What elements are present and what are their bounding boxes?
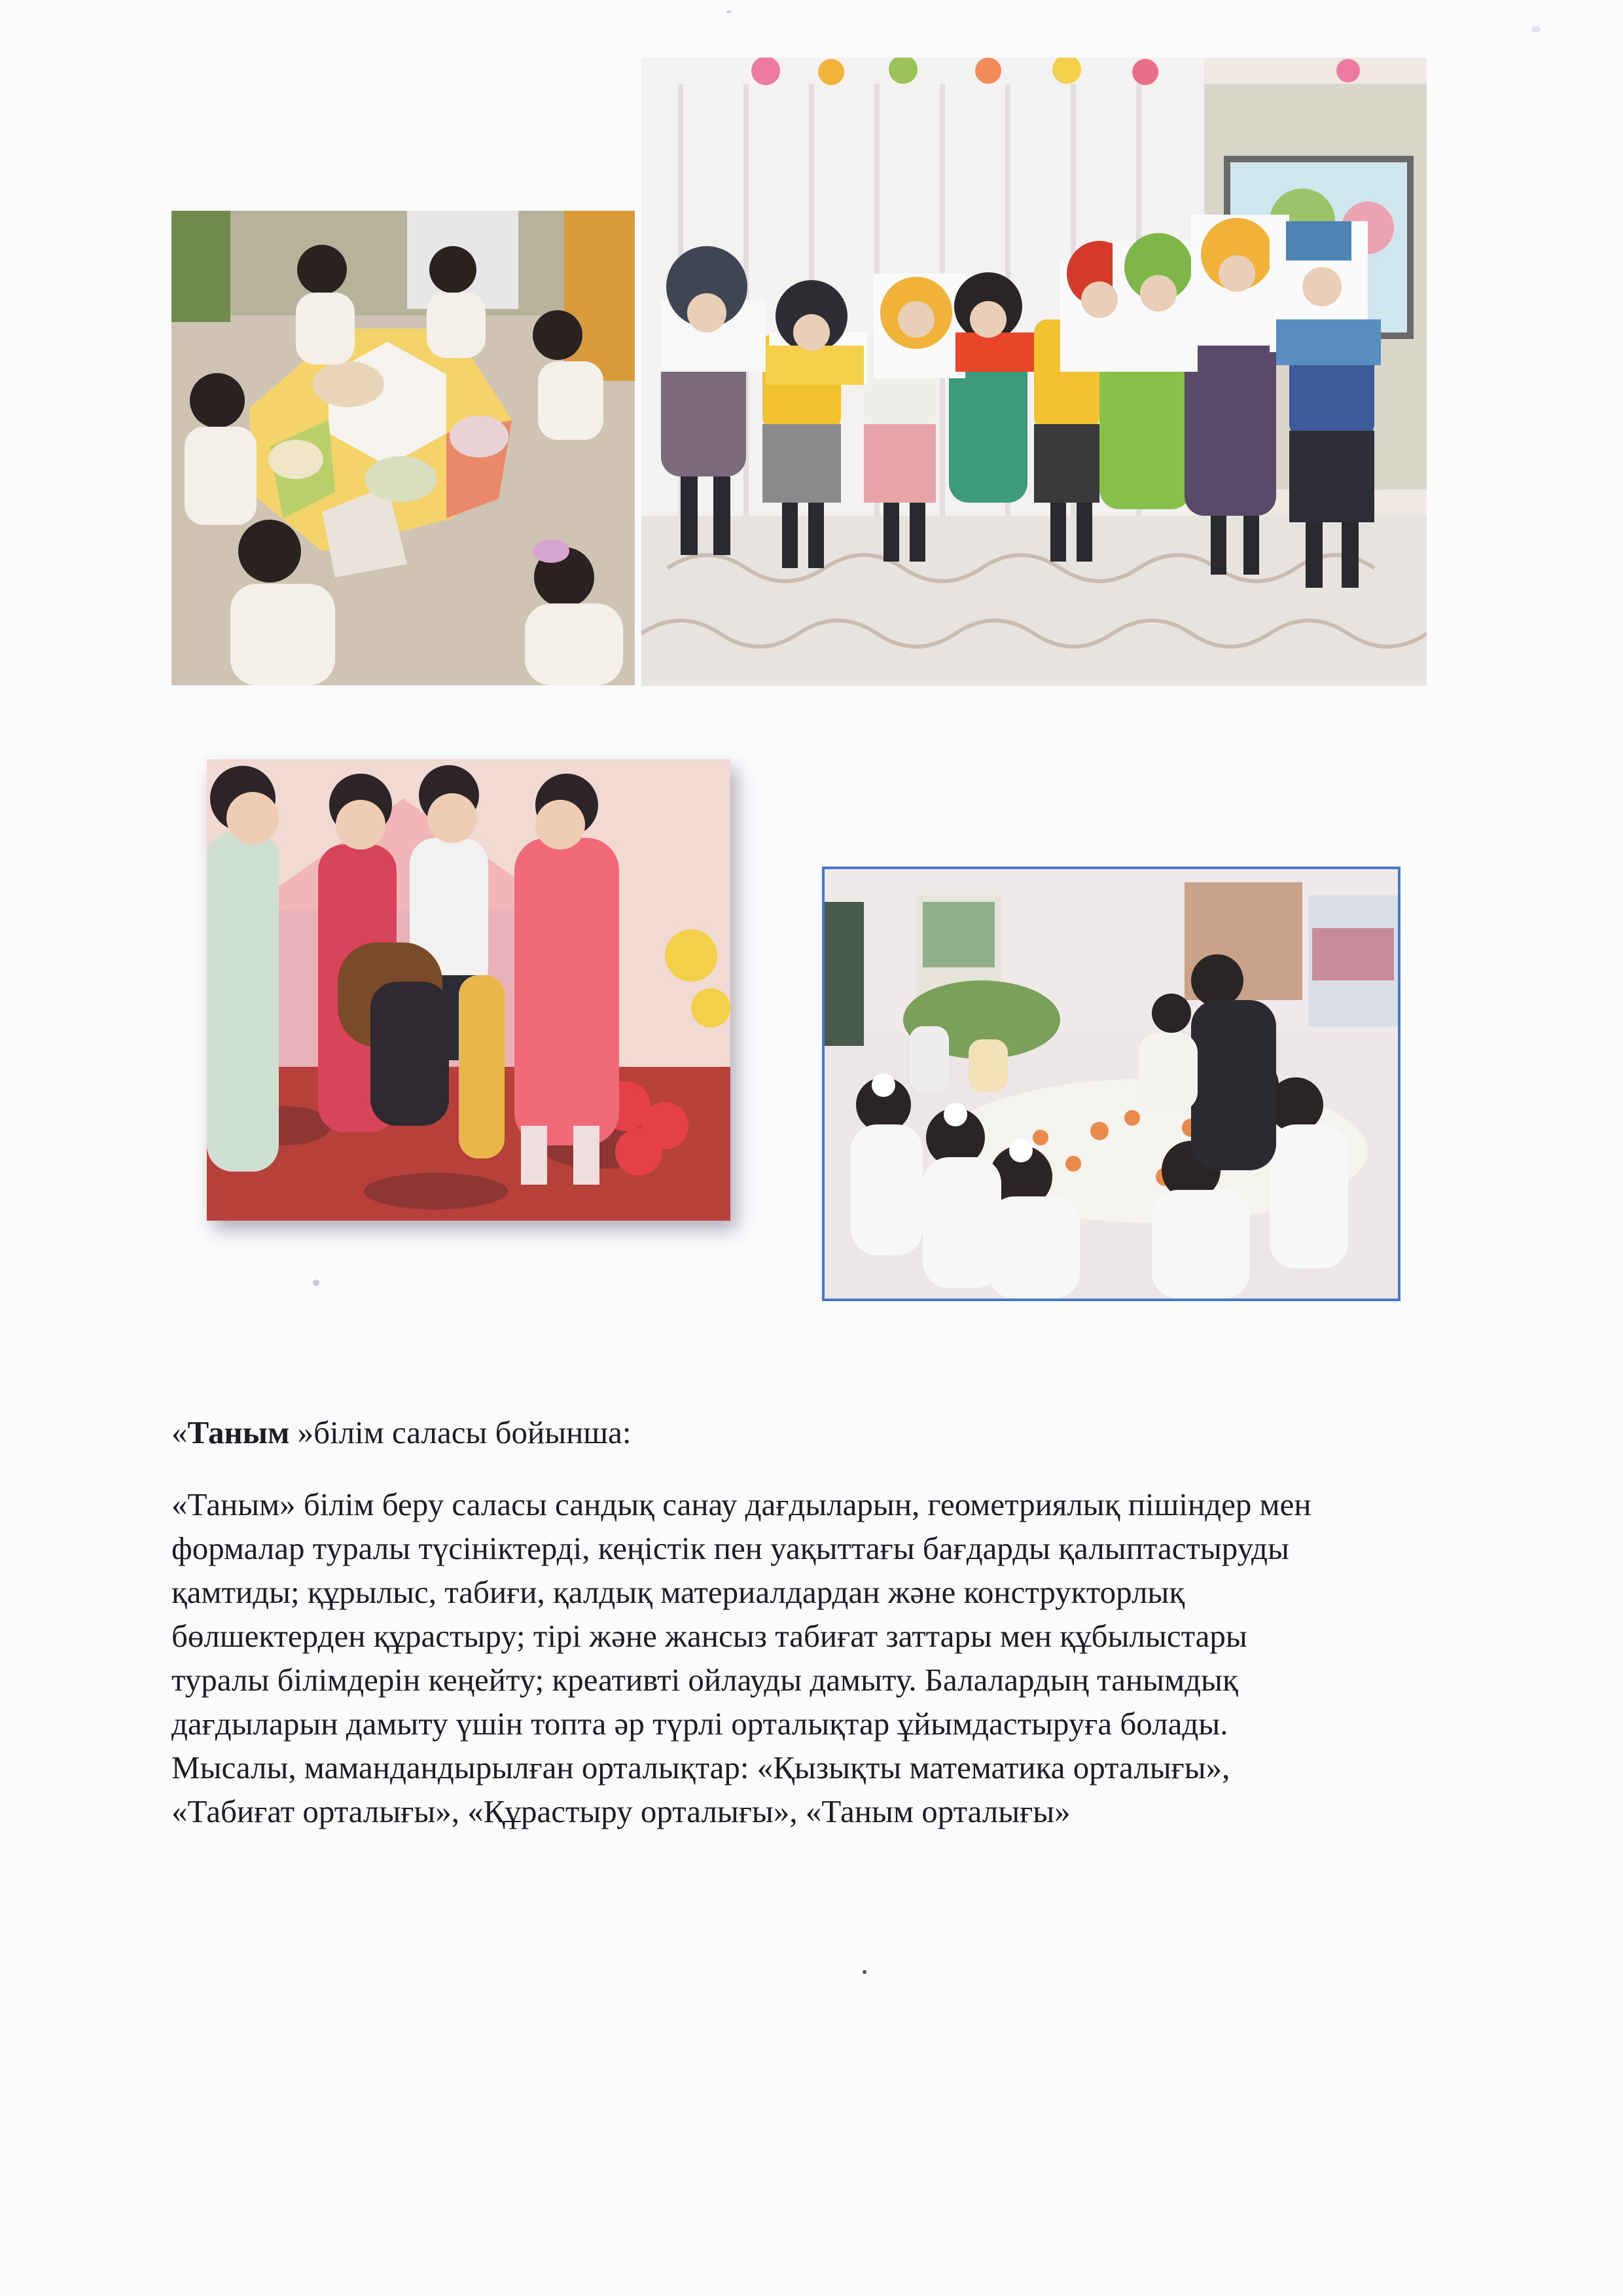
photo-children-at-table-image [171,211,635,685]
heading-rest: »білім саласы бойынша: [289,1414,632,1450]
photo-children-with-puppets [207,759,730,1221]
body-paragraph [171,1482,1546,1833]
paragraph-line: дағдыларын дамыту үшін топта әр түрлі орталықтар ұйымдастыруға болады. [171,1706,1228,1742]
photo-children-with-masks [641,58,1427,686]
paragraph-line: формалар туралы түсініктерді, кеңістік пен уақыттағы бағдарды қалыптастыруды [171,1530,1289,1566]
paragraph-line: «Таным» білім беру саласы сандық санау дағдыларын, геометриялық пішіндер мен [171,1486,1311,1522]
photo-children-with-teacher-image [825,869,1398,1299]
scan-speck [313,1280,319,1286]
heading-open-quote: « [171,1414,188,1450]
photo-children-with-masks-image [641,58,1427,686]
scan-speck [726,10,732,13]
section-heading [171,1412,1415,1453]
paragraph-line: «Табиғат орталығы», «Құрастыру орталығы», «Таным орталығы» [171,1793,1071,1829]
photo-children-with-teacher [822,867,1400,1301]
photo-children-at-table [171,211,635,685]
paragraph-line: туралы білімдерін кеңейту; креативті ойлауды дамыту. Балалардың танымдық [171,1662,1238,1698]
paragraph-line: бөлшектерден құрастыру; тірі және жансыз табиғат заттары мен құбылыстары [171,1618,1247,1654]
scan-speck [863,1970,866,1974]
paragraph-line: қамтиды; құрылыс, табиғи, қалдық материалдардан және конструкторлық [171,1574,1185,1610]
scan-speck [1531,26,1541,33]
heading-bold-term: Таным [187,1414,290,1450]
photo-children-with-puppets-image [207,759,730,1221]
paragraph-line: Мысалы, мамандандырылған орталықтар: «Қызықты математика орталығы», [171,1749,1230,1785]
